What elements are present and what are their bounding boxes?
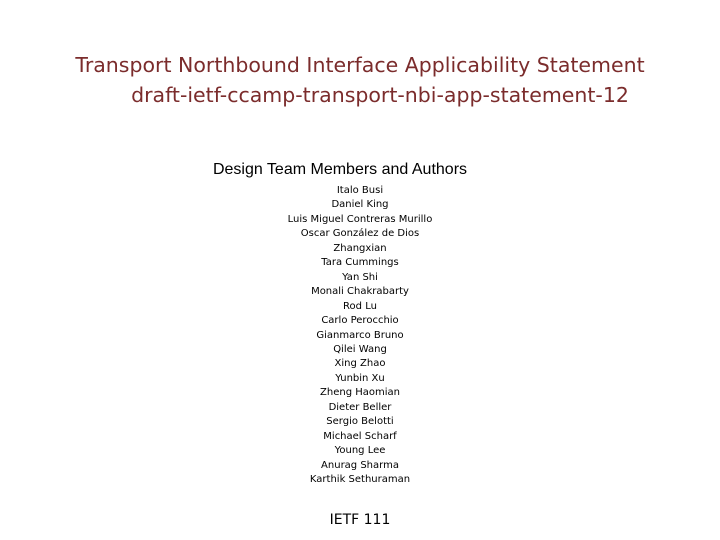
- author-name: Anurag Sharma: [321, 459, 399, 471]
- authors-list: [240, 184, 480, 488]
- author-name: Yunbin Xu: [335, 372, 385, 384]
- author-name: Tara Cummings: [321, 257, 399, 269]
- author-name: Zhangxian: [333, 242, 387, 254]
- author-name: Italo Busi: [336, 185, 384, 196]
- author-name: Oscar González de Dios: [300, 228, 420, 240]
- author-name: Dieter Beller: [328, 401, 392, 413]
- authors-heading: Design Team Members and Authors: [212, 161, 468, 178]
- author-name: Rod Lu: [343, 300, 377, 312]
- author-name: Michael Scharf: [323, 430, 397, 442]
- author-name: Gianmarco Bruno: [316, 329, 404, 341]
- author-name: Luis Miguel Contreras Murillo: [287, 213, 433, 225]
- author-name: Daniel King: [331, 199, 389, 211]
- author-name: Sergio Belotti: [326, 416, 394, 428]
- author-name: Karthik Sethuraman: [309, 474, 411, 486]
- slide-title: [60, 50, 660, 110]
- title-line-1: Transport Northbound Interface Applicability Statement: [75, 53, 645, 77]
- slide-footer: IETF 111: [329, 512, 391, 528]
- author-name: Xing Zhao: [334, 358, 386, 370]
- author-name: Carlo Perocchio: [321, 315, 399, 327]
- author-name: Young Lee: [334, 445, 386, 457]
- author-name: Qilei Wang: [333, 343, 387, 355]
- title-line-2: draft-ietf-ccamp-transport-nbi-app-statement-12: [131, 83, 629, 107]
- author-name: Zheng Haomian: [320, 387, 400, 399]
- author-name: Monali Chakrabarty: [311, 286, 409, 298]
- author-name: Yan Shi: [342, 271, 378, 283]
